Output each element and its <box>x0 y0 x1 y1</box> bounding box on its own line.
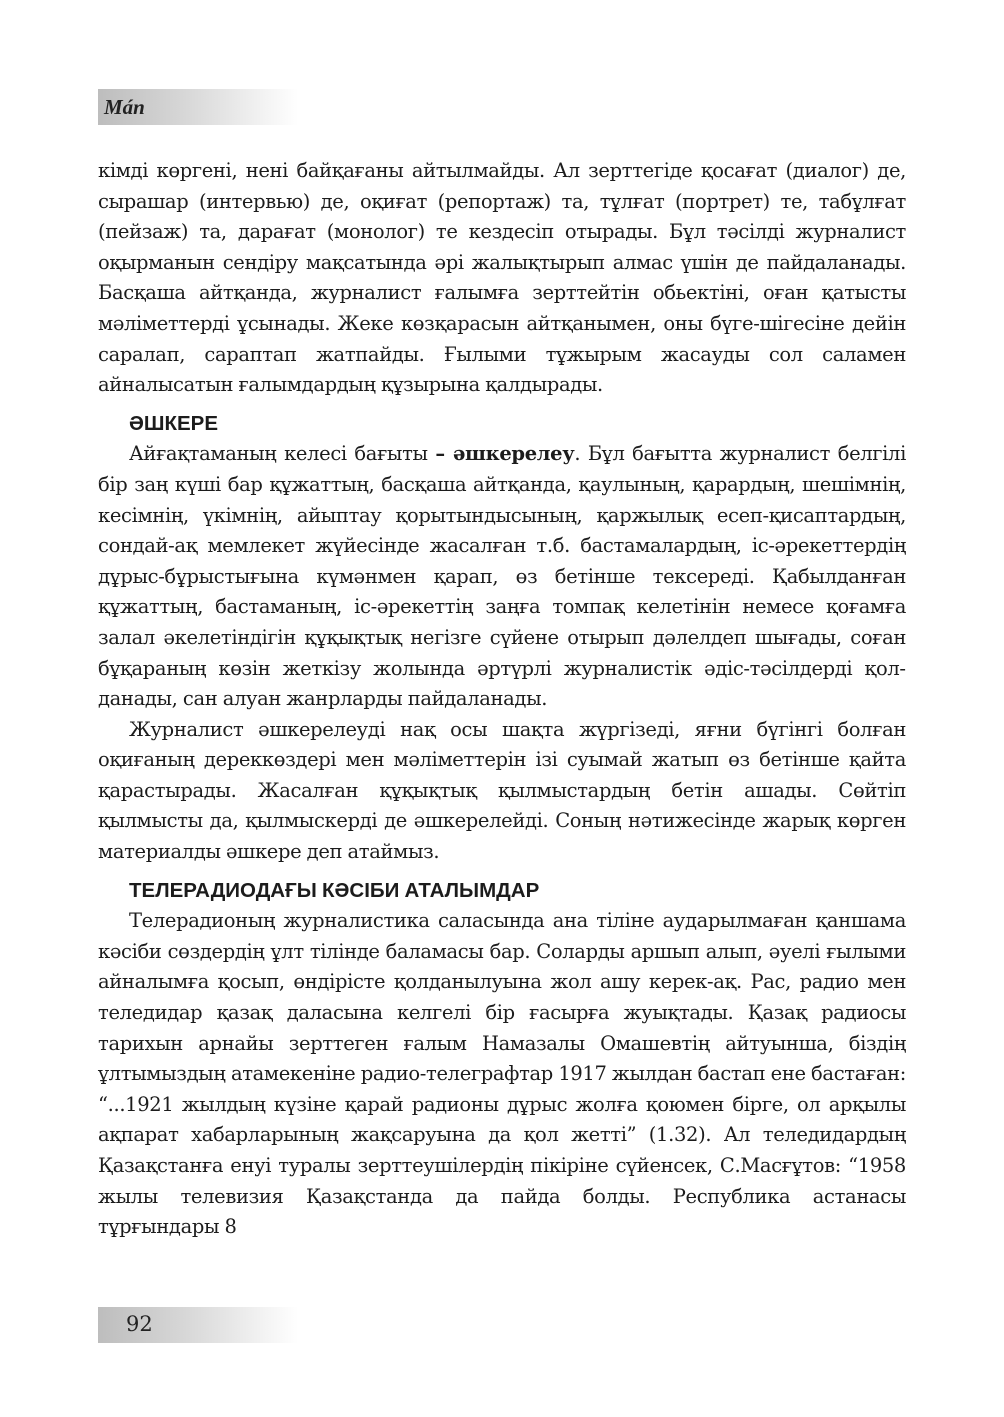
running-footer <box>98 1307 298 1343</box>
paragraph-1: кімді көргені, нені байқағаны айтылмайды. Ал зерттегіде қосағат (диалог) де, сырашар (интервью) де, оқиғат (репортаж) та, тұлғат (портрет) те, табұлғат (пейзаж) та, дарағат (монолог) те кездесіп отырады. Бұл тәсілді журналист оқырманын сендіру мақсатында әрі жалықтырып алмас үшін де пайдаланады. Басқаша айтқанда, журналист ғалымға зерттейтін обьектіні, оған қатысты мәліметтерді ұсынады. Жеке көзқарасын айтқанымен, оны бүге-шігесіне дейін саралап, сараптап жатпайды. Ғылыми тұжырым жасауды сол саламен айналысатын ғалымдардың құзырына қалдырады. <box>98 159 906 397</box>
paragraph-2-start: Айғақтаманың келесі бағыты <box>129 442 436 466</box>
header-brand: Mán <box>104 95 145 119</box>
running-header <box>98 89 298 125</box>
section-heading-ashkere: ӘШКЕРЕ <box>129 411 219 435</box>
paragraph-3: Журналист әшкерелеуді нақ осы шақта жүргізеді, яғни бүгінгі болған оқиғаның дереккөздері мен мәліметтерін ізі суымай жатып өз бетінше қайта қарастырады. Жасалған құқықтық қылмыстардың бетін ашады. Сөйтіп қылмысты да, қылмыскерді де әшкерелейді. Соның нәтижесінде жарық көрген материалды әшкере деп атаймыз. <box>98 717 906 864</box>
paragraph-2 <box>98 439 906 714</box>
section-heading-teleradio: ТЕЛЕРАДИОДАҒЫ КӘСІБИ АТАЛЫМДАР <box>129 878 540 902</box>
paragraph-2-bold-term: – әшкерелеу <box>435 442 575 466</box>
page-body <box>98 156 906 1243</box>
paragraph-4: Телерадионың журналистика саласында ана тіліне аударылмаған қаншама кәсіби сөздердің ұлт тілінде баламасы бар. Соларды аршып алып, әуелі ғылыми айналымға қосып, өндірісте қолданылуына жол ашу керек-ақ. Рас, радио мен теледидар қазақ даласына келгелі бір ғасырға жуықтады. Қазақ радиосы тарихын арнайы зерттеген ғалым Намазалы Омашевтің айтуынша, біздің ұлтымыздың атамекеніне радио-телеграфтар 1917 жылдан бастап ене бастаған: “...1921 жылдың күзіне қарай радионы дұрыс жолға қоюмен бірге, ол арқылы ақпарат хабарларының жақсаруына да қол жетті” (1.32). Ал теледидардың Қазақстанға енуі туралы зерттеушілердің пікіріне сүйенсек, С.Масғұтов: “1958 жылы телевизия Қазақстанда да пайда болды. Республика астанасы тұрғындары 8 <box>98 909 906 1239</box>
paragraph-2-rest: . Бұл бағытта журналист белгілі бір заң күші бар құжаттың, басқаша айтқанда, қаулының, қарардың, шешімнің, кесімнің, үкімнің, айыптау қорытындысының, қаржылық есеп-қисаптардың, сондай-ақ мемлекет жүйесінде жасалған т.б. бастамалардың, іс-әрекеттердің дұрыс-бұрыстығына күмәнмен қарап, өз бетінше тексереді. Қабылданған құжаттың, бастаманың, іс-әрекеттің заңға томпақ келетінін немесе қоғамға залал әкелетіндігін құқықтық негізге сүйене отырып дәлелдеп шығады, соған бұқараның көзін жеткізу жолында әртүрлі журналистік әдіс-тәсілдерді қолданады, сан алуан жанрларды пайдаланады. <box>98 442 906 711</box>
page-number: 92 <box>126 1312 153 1336</box>
